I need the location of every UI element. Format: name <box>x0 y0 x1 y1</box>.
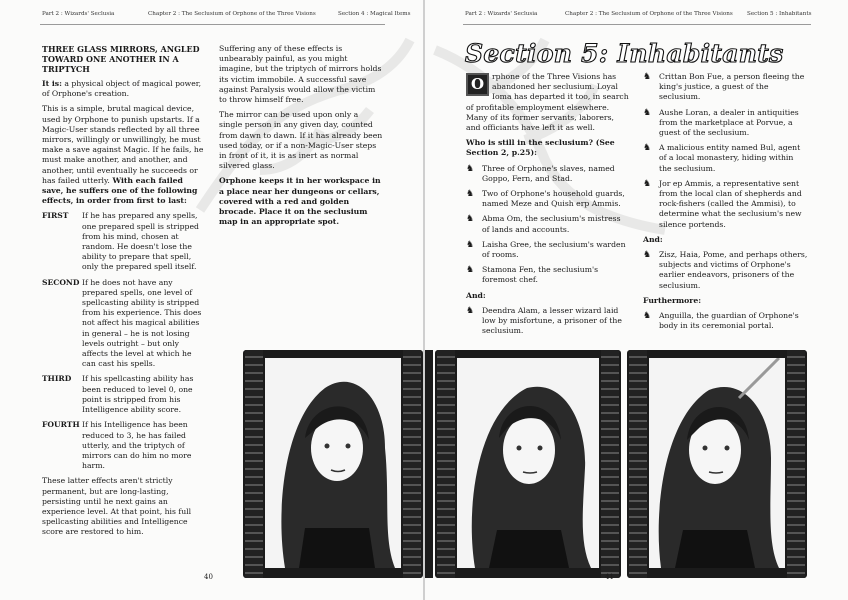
list-item <box>466 306 629 337</box>
it-is-text: a physical object of magical power, of Orphone's creation. <box>42 79 202 99</box>
list-item-text: Zisz, Haia, Pome, and perhaps others, subjects and victims of Orphone's earlier endeavors, prisoners of the seclusium. <box>659 250 808 290</box>
placement-note: Orphone keeps it in her workspace in a place near her dungeons or cellars, covered with a red and golden brocade. Place it on the seclusium map in an appropriate spot. <box>219 176 381 227</box>
effect-description: If his spellcasting ability has been reduced to level 0, one point is stripped from his Intelligence ability score. <box>82 374 194 415</box>
list-item <box>643 311 808 331</box>
right-page <box>425 0 848 600</box>
dragon-bullet-icon: ♞ <box>466 163 475 174</box>
header-rule <box>40 24 385 25</box>
mirror-frame-edge <box>425 350 433 578</box>
list-item <box>466 164 629 184</box>
list-item <box>466 214 629 234</box>
intro-text: rphone of the Three Visions has abandoned her seclusium. Loyal Ioma has departed it too, in search of profitable employment elsewhere. Many of its former servants, laborers, and officiants have left it as well. <box>466 72 629 133</box>
mirror-illustration-center <box>435 350 621 578</box>
dragon-bullet-icon: ♞ <box>643 250 652 261</box>
right-column-1 <box>466 72 629 341</box>
mirror-illustration-right <box>627 350 807 578</box>
list-item-text: Deendra Alam, a lesser wizard laid low by misfortune, a prisoner of the seclusium. <box>482 305 622 336</box>
list-item <box>643 179 808 230</box>
intro-text: This is a simple, brutal magical device, used by Orphone to punish upstarts. If a Magic-User stands reflected by all three mirrors, willingly or unwillingly, he must make a save against Magic. If he fails, he must make another, and another, and another, until eventually he succeeds or has failed utterly. <box>42 104 204 185</box>
column2-paragraph: Suffering any of these effects is unbearably painful, as you might imagine, but the triptych of mirrors holds its victim immobile. A successful save against Paralysis would allow the victim to throw himself free. <box>219 44 382 105</box>
left-column-1 <box>42 44 204 543</box>
list-item-text: Two of Orphone's household guards, named Meze and Quish erp Ammis. <box>482 189 625 209</box>
inhabitants-question: Who is still in the seclusium? (See Section 2, p.25): <box>466 138 615 158</box>
dragon-bullet-icon: ♞ <box>643 72 652 82</box>
running-header-section: Section 4 : Magical Items <box>338 11 411 17</box>
it-is-label: It is: <box>42 79 62 88</box>
dragon-bullet-icon: ♞ <box>643 107 652 118</box>
effect-term: FIRST <box>42 211 69 221</box>
list-item-text: Three of Orphone's slaves, named Goppo, Fern, and Stad. <box>482 163 615 183</box>
list-item <box>643 72 808 103</box>
effect-description: If he does not have any prepared spells, one level of spellcasting ability is stripped from his experience. This does not affect his magical abilities in general – he is not losing levels outright – but only affects the level at which he can cast his spells. <box>82 277 202 369</box>
and-label: And: <box>466 290 486 300</box>
list-item <box>643 250 808 291</box>
dragon-bullet-icon: ♞ <box>466 189 475 200</box>
dragon-bullet-icon: ♞ <box>466 214 475 225</box>
list-item-text: Anguilla, the guardian of Orphone's body in its ceremonial portal. <box>659 311 799 331</box>
effect-row <box>42 420 204 471</box>
section-title: Section 5: Inhabitants <box>465 39 784 68</box>
list-item-text: A malicious entity named Bul, agent of a local monastery, hiding within the seclusium. <box>659 143 801 173</box>
right-column-2 <box>643 72 808 336</box>
dragon-bullet-icon: ♞ <box>466 265 475 276</box>
effect-row <box>42 211 204 272</box>
running-header-chapter: Chapter 2 : The Seclusium of Orphone of the Three Visions <box>148 11 316 17</box>
closing-paragraph: These latter effects aren't strictly permanent, but are long-lasting, persisting until he next gains an experience level. At that point, his full spellcasting abilities and Intelligence score are restored to him. <box>42 476 192 537</box>
portrait-icon <box>649 358 785 568</box>
list-item-text: Stamona Fen, the seclusium's foremost chef. <box>482 265 599 285</box>
it-is-paragraph <box>42 79 204 99</box>
column2-paragraph: The mirror can be used upon only a single person in any given day, counted from dawn to dawn. If it has already been used today, or if a non-Magic-User steps in front of it, it is as inert as normal silvered glass. <box>219 110 383 171</box>
page-number: 41 <box>605 573 614 581</box>
furthermore-label: Furthermore: <box>643 295 702 305</box>
page-number: 40 <box>204 573 213 581</box>
list-item-text: Laisha Gree, the seclusium's warden of rooms. <box>482 239 626 260</box>
running-header-part: Part 2 : Wizards' Seclusia <box>465 11 538 17</box>
portrait-icon <box>457 358 599 568</box>
intro-bold-text: With each failed save, he suffers one of the following effects, in order from first to last: <box>42 175 198 206</box>
mirror-illustration-left <box>243 350 423 578</box>
list-item-text: Jor ep Ammis, a representative sent from the local clan of shepherds and rock-fishers (called the Ammisi), to determine what the seclusium's new silence portends. <box>659 178 802 229</box>
effect-description: If he has prepared any spells, one prepared spell is stripped from his mind, chosen at random. He doesn't lose the ability to prepare that spell, only the prepared spell itself. <box>82 211 199 272</box>
list-item <box>466 265 629 285</box>
and-label: And: <box>643 234 663 244</box>
effect-term: FOURTH <box>42 420 80 430</box>
header-rule <box>463 24 811 25</box>
intro-paragraph <box>466 72 629 133</box>
list-item-text: Abma Om, the seclusium's mistress of lands and accounts. <box>482 214 621 234</box>
running-header-part: Part 2 : Wizards' Seclusia <box>42 11 115 17</box>
effect-row <box>42 374 204 415</box>
dragon-bullet-icon: ♞ <box>643 143 652 154</box>
list-item <box>466 240 629 260</box>
item-heading: THREE GLASS MIRRORS, ANGLED TOWARD ONE ANOTHER IN A TRIPTYCH <box>42 44 200 74</box>
list-item-text: Crittan Bon Fue, a person fleeing the king's justice, a guest of the seclusium. <box>659 72 805 102</box>
dragon-bullet-icon: ♞ <box>466 239 475 250</box>
left-page <box>0 0 423 600</box>
effect-description: If his Intelligence has been reduced to 3, he has failed utterly, and the triptych of mirrors can do him no more harm. <box>82 420 192 471</box>
drop-cap: O <box>466 73 489 96</box>
effect-term: SECOND <box>42 277 80 287</box>
effect-term: THIRD <box>42 374 72 384</box>
list-item-text: Aushe Loran, a dealer in antiquities from the marketplace at Porvue, a guest of the seclusium. <box>659 107 799 138</box>
list-item <box>466 189 629 209</box>
intro-paragraph <box>42 104 204 206</box>
dragon-bullet-icon: ♞ <box>643 311 652 322</box>
left-column-2 <box>219 44 383 232</box>
dragon-bullet-icon: ♞ <box>643 178 652 189</box>
dragon-bullet-icon: ♞ <box>466 305 475 316</box>
portrait-icon <box>265 358 401 568</box>
effect-row <box>42 278 204 370</box>
list-item <box>643 143 808 174</box>
list-item <box>643 108 808 139</box>
running-header-section: Section 5 : Inhabitants <box>747 11 812 17</box>
running-header-chapter: Chapter 2 : The Seclusium of Orphone of the Three Visions <box>565 11 733 17</box>
